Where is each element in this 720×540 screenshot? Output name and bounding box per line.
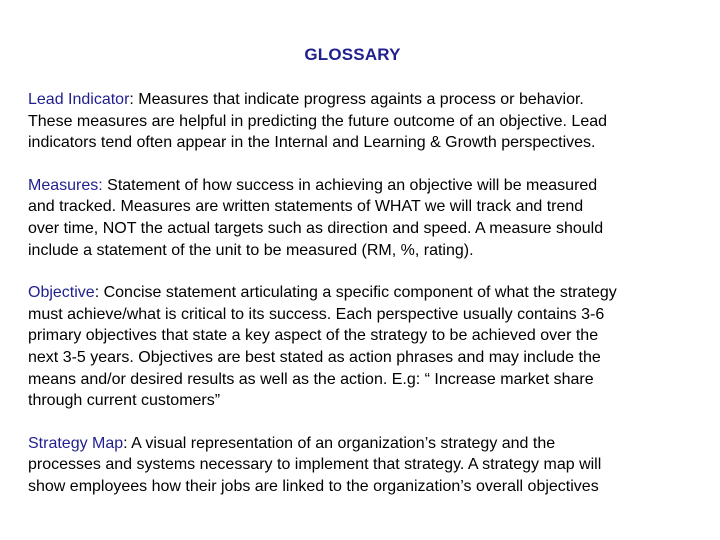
definition-text: means and/or desired results as well as the action. E.g: “ Increase market share xyxy=(28,370,594,388)
glossary-entry-strategy-map xyxy=(28,433,696,498)
definition-text: : A visual representation of an organization’s strategy and the xyxy=(123,434,556,452)
definition-text: include a statement of the unit to be measured (RM, %, rating). xyxy=(28,241,474,259)
definition-text: processes and systems necessary to implement that strategy. A strategy map will xyxy=(28,456,602,474)
definition-text: must achieve/what is critical to its success. Each perspective usually contains 3-6 xyxy=(28,305,605,323)
definition-text: : Concise statement articulating a specific component of what the strategy xyxy=(94,284,617,302)
entry-line xyxy=(28,282,696,304)
page-title: GLOSSARY xyxy=(304,45,401,64)
glossary-term: Measures: xyxy=(28,176,103,194)
glossary-term: Strategy Map xyxy=(28,434,124,452)
glossary-term: Objective xyxy=(28,284,95,302)
definition-text: primary objectives that state a key aspect of the strategy to be achieved over the xyxy=(28,327,599,345)
glossary-entry-objective xyxy=(28,282,696,412)
definition-text: These measures are helpful in predicting the future outcome of an objective. Lead xyxy=(28,112,608,130)
definition-text: over time, NOT the actual targets such as direction and speed. A measure should xyxy=(28,219,604,237)
definition-text: and tracked. Measures are written statements of WHAT we will track and trend xyxy=(28,198,584,216)
definition-text: Statement of how success in achieving an objective will be measured xyxy=(102,176,598,194)
definition-text: indicators tend often appear in the Internal and Learning & Growth perspectives. xyxy=(28,134,596,152)
definition-text: show employees how their jobs are linked to the organization’s overall objectives xyxy=(28,477,599,495)
entry-line xyxy=(28,89,696,111)
entry-line xyxy=(28,433,696,455)
glossary-term: Lead Indicator xyxy=(28,91,130,108)
definition-text: through current customers” xyxy=(28,392,221,410)
glossary-list xyxy=(28,89,696,519)
glossary-entry-lead-indicator xyxy=(28,89,696,154)
glossary-entry-measures xyxy=(28,175,696,261)
definition-text: next 3-5 years. Objectives are best stated as action phrases and may include the xyxy=(28,348,601,366)
entry-line xyxy=(28,175,696,197)
definition-text: : Measures that indicate progress againts a process or behavior. xyxy=(129,91,584,108)
